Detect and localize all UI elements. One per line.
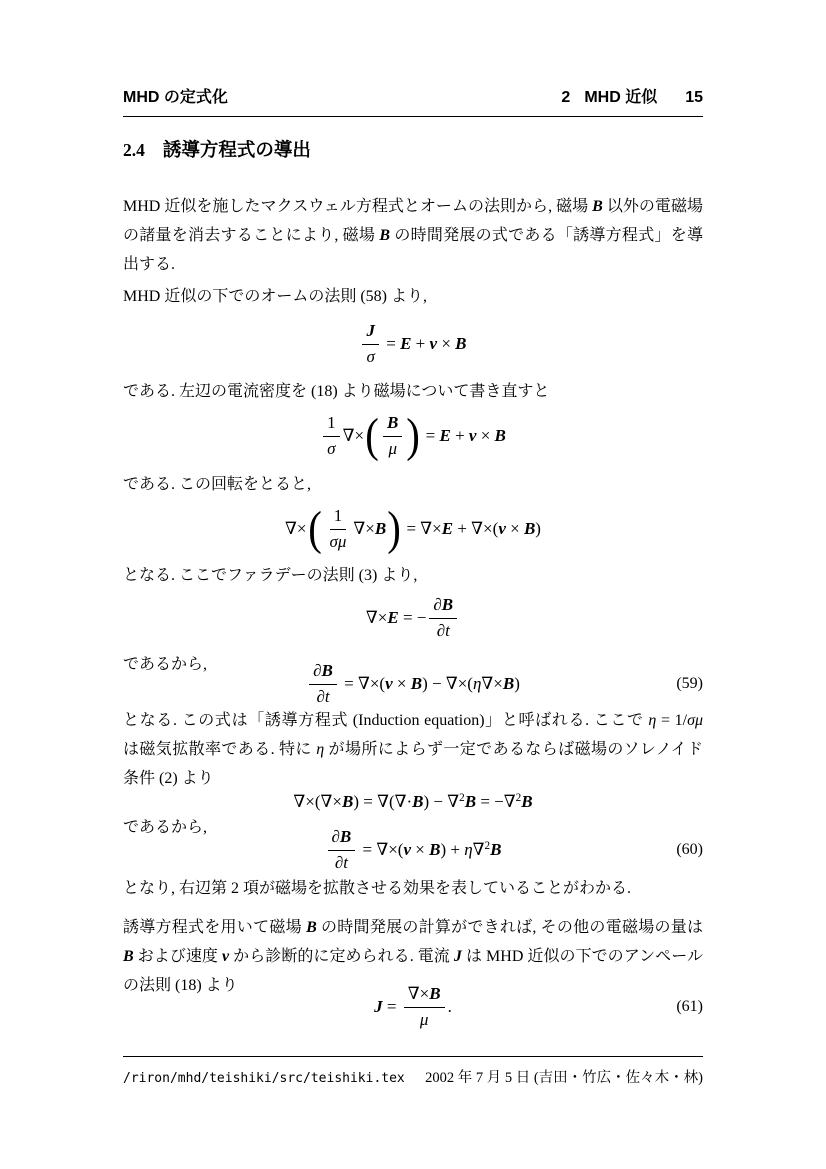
- page-footer: [123, 1056, 703, 1087]
- left-paren: (: [307, 502, 322, 555]
- equation-ohm-body: $\frac{J}{\sigma}$ = E + v × B: [359, 321, 466, 367]
- equation-solenoid-body: ∇×(∇×B) = ∇(∇·B) − ∇$^2$B = −∇$^2$B: [293, 792, 533, 811]
- equation-solenoid-identity: [123, 789, 703, 815]
- equation-current-density: [123, 408, 703, 464]
- running-title: MHD の定式化: [123, 89, 228, 106]
- equation-faraday-body: ∇×E = − $\frac{\partial B}{\partial t}$: [366, 595, 460, 641]
- paragraph-take-curl: である. この回転をとると,: [123, 476, 312, 493]
- fraction: $\frac{B}{\mu}$: [383, 413, 402, 459]
- right-paren: ): [406, 409, 421, 462]
- equation-induction-const-body: $\frac{\partial B}{\partial t}$ = ∇×(v × B) + η∇$^2$B: [325, 827, 502, 873]
- paragraph-dearukara-1: であるから,: [123, 656, 208, 673]
- page-header: [123, 84, 703, 117]
- footer-date-authors: 2002 年 7 月 5 日 (吉田・竹広・佐々木・林): [425, 1070, 703, 1086]
- running-section-title: MHD 近似: [584, 89, 658, 106]
- fraction: $\frac{\partial B}{\partial t}$: [309, 661, 337, 707]
- fraction: $\frac{1}{\sigma}$: [323, 413, 340, 459]
- running-section: [561, 84, 703, 107]
- fraction: $\frac{\partial B}{\partial t}$: [328, 827, 356, 873]
- equation-ampere: [123, 982, 703, 1032]
- paragraph-diagnostic: 誘導方程式を用いて磁場 B の時間発展の計算ができれば, その他の電磁場の量は B および速度 v から診断的に定められる. 電流 J は MHD 近似の下でのアンペールの法則 (18) より: [123, 919, 703, 994]
- paragraph-induction-named: となる. この式は「誘導方程式 (Induction equation)」と呼ばれる. ここで η = 1/σμ は磁気拡散率である. 特に η が場所によらず一定であるならば磁場のソレノイド条件 (2) より: [123, 712, 703, 787]
- paragraph-ohm-lead: MHD 近似の下でのオームの法則 (58) より,: [123, 288, 427, 305]
- equation-induction: [123, 662, 703, 706]
- fraction: $\frac{\nabla\times B}{\mu}$: [404, 984, 445, 1030]
- fraction: $\frac{1}{\sigma\mu}$: [329, 506, 347, 551]
- section-number: 2.4: [123, 140, 145, 160]
- equation-curl-both-sides: [123, 500, 703, 558]
- section-title: 誘導方程式の導出: [162, 139, 311, 160]
- footer-file-path: /riron/mhd/teishiki/src/teishiki.tex: [123, 1071, 405, 1086]
- paragraph-diffusion-note: となり, 右辺第 2 項が磁場を拡散させる効果を表していることがわかる.: [123, 880, 632, 897]
- right-paren: ): [387, 502, 402, 555]
- equation-curl-body: ∇× ( $\frac{1}{\sigma\mu}$ ∇×B ) = ∇×E + ∇×(v × B): [285, 502, 541, 555]
- fraction: $\frac{\partial B}{\partial t}$: [429, 595, 457, 641]
- section-heading: [123, 136, 703, 162]
- equation-number-60: (60): [676, 841, 703, 858]
- equation-number-61: (61): [676, 998, 703, 1015]
- paragraph-after-ohm: である. 左辺の電流密度を (18) より磁場について書き直すと: [123, 383, 550, 400]
- equation-ampere-body: J = $\frac{\nabla\times B}{\mu}$ .: [374, 984, 452, 1029]
- equation-current-body: $\frac{1}{\sigma}$ ∇× ( $\frac{B}{\mu}$ ) = E + v × B: [320, 413, 506, 459]
- equation-faraday: [123, 592, 703, 644]
- paragraph-intro: MHD 近似を施したマクスウェル方程式とオームの法則から, 磁場 B 以外の電磁場の諸量を消去することにより, 磁場 B の時間発展の式である「誘導方程式」を導出する.: [123, 198, 703, 273]
- page-number: 15: [685, 89, 703, 106]
- paragraph-faraday-lead: となる. ここでファラデーの法則 (3) より,: [123, 567, 418, 584]
- running-section-number: 2: [561, 89, 571, 106]
- left-paren: (: [365, 409, 379, 462]
- paragraph-dearukara-2: であるから,: [123, 819, 208, 836]
- equation-induction-body: $\frac{\partial B}{\partial t}$ = ∇×(v × B) − ∇×(η∇×B): [306, 661, 520, 707]
- equation-ohm: [123, 320, 703, 368]
- fraction: $\frac{J}{\sigma}$: [362, 321, 379, 367]
- equation-number-59: (59): [676, 675, 703, 692]
- equation-induction-const-eta: [123, 828, 703, 872]
